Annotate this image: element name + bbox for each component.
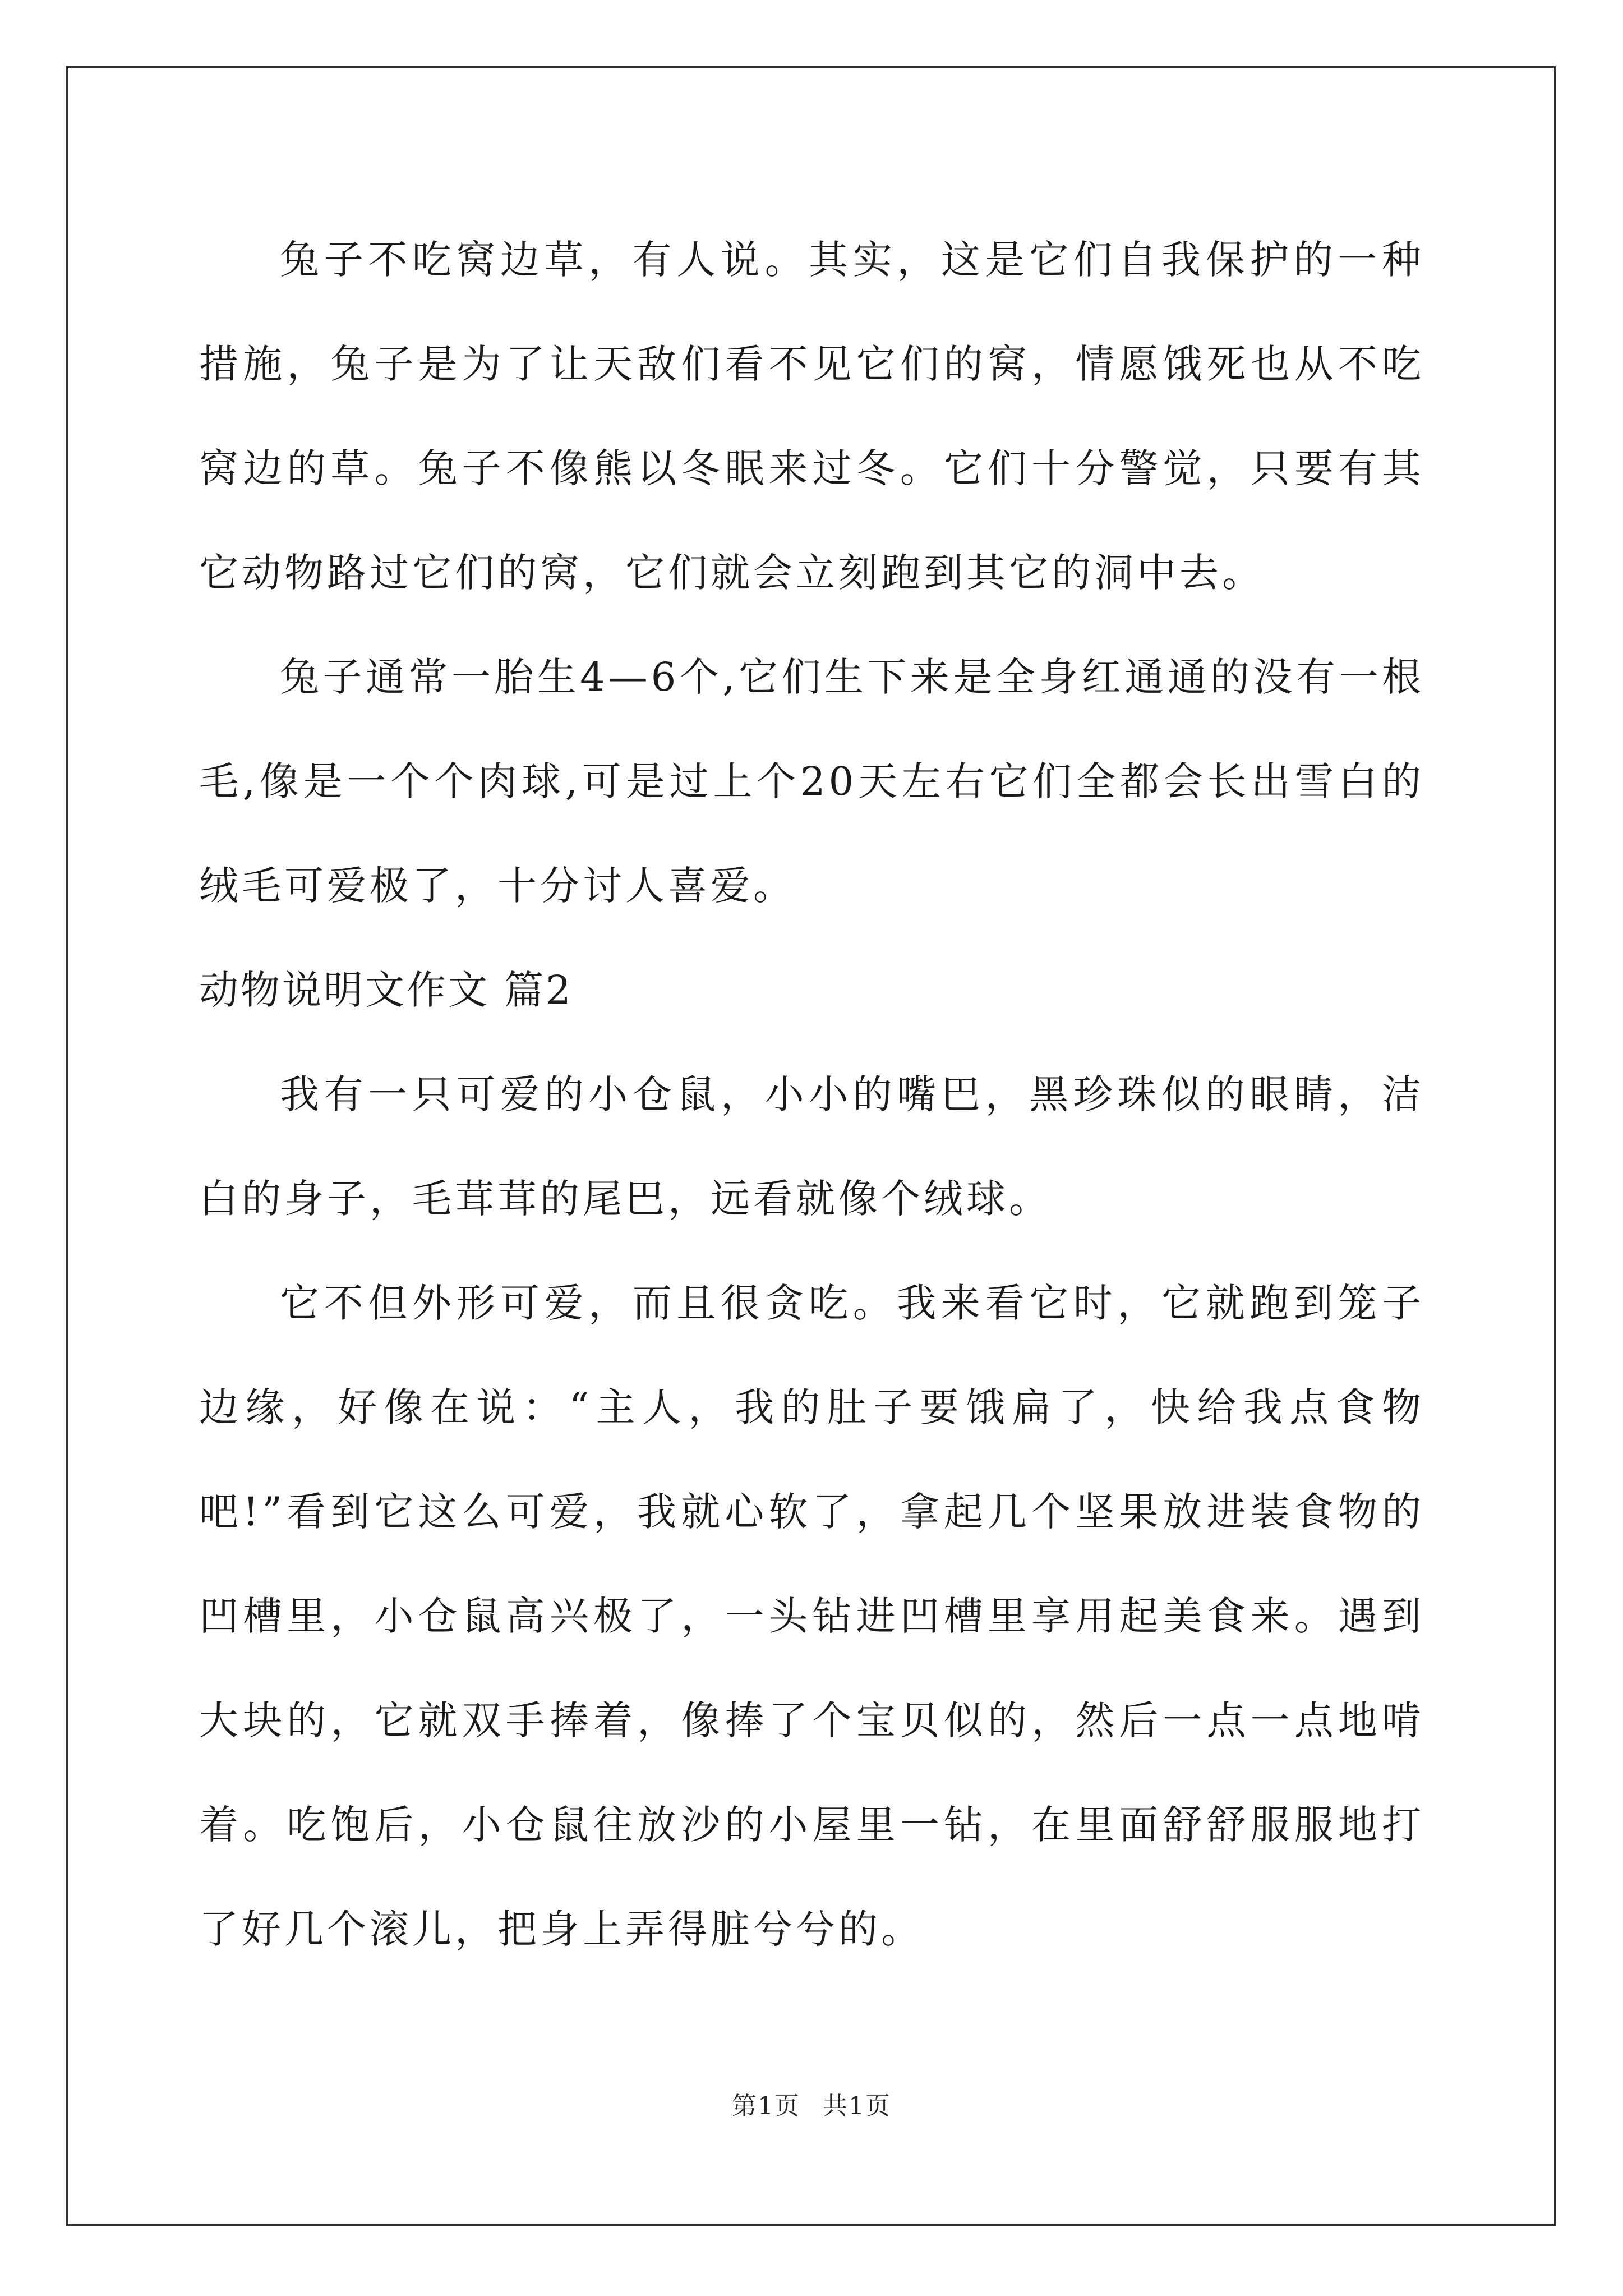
paragraph-hamster-eating: 它不但外形可爱，而且很贪吃。我来看它时，它就跑到笼子边缘，好像在说：“主人，我的肚子要饿扁了，快给我点食物吧!”看到它这么可爱，我就心软了，拿起几个坚果放进装食物的凹槽里，小仓鼠高兴极了，一头钻进凹槽里享用起美食来。遇到大块的，它就双手捧着，像捧了个宝贝似的，然后一点一点地啃着。吃饱后，小仓鼠往放沙的小屋里一钻，在里面舒舒服服地打了好几个滚儿，把身上弄得脏兮兮的。 [199, 1280, 1424, 1952]
section-title: 动物说明文作文 篇2 [199, 967, 573, 1013]
paragraph-rabbit-habits: 兔子不吃窝边草，有人说。其实，这是它们自我保护的一种措施，兔子是为了让天敌们看不见它们的窝，情愿饿死也从不吃窝边的草。兔子不像熊以冬眠来过冬。它们十分警觉，只要有其它动物路过它们的窝，它们就会立刻跑到其它的洞中去。 [199, 237, 1424, 596]
paragraph-hamster-appearance: 我有一只可爱的小仓鼠，小小的嘴巴，黑珍珠似的眼睛，洁白的身子，毛茸茸的尾巴，远看就像个绒球。 [199, 1071, 1424, 1222]
page-footer [0, 2086, 1623, 2122]
paragraph-rabbit-babies: 兔子通常一胎生4—6个,它们生下来是全身红通通的没有一根毛,像是一个个肉球,可是过上个20天左右它们全都会长出雪白的绒毛可爱极了，十分讨人喜爱。 [199, 654, 1424, 909]
page-number-current: 第1页 [732, 2092, 800, 2120]
document-body [199, 208, 1424, 1981]
page-number-total: 共1页 [823, 2092, 891, 2120]
